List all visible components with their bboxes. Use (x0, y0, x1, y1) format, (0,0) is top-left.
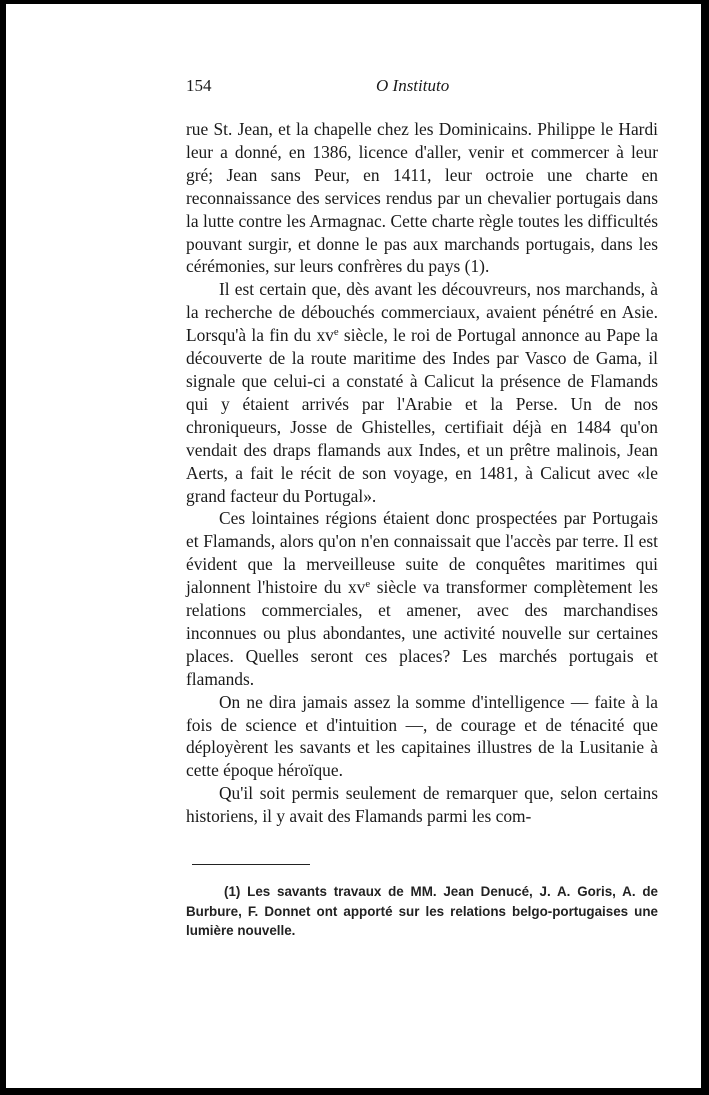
running-title: O Instituto (376, 76, 450, 95)
century-superscript: e (333, 326, 339, 339)
paragraph-4: On ne dira jamais assez la somme d'intelligence — faite à la fois de science et d'intuition —, de courage et de ténacité que déployèrent les savants et les capitaines illustres de la Lusitanie à cette époque héroïque. (186, 691, 658, 781)
footnote-marker: (1) (224, 884, 241, 899)
body-text (186, 118, 658, 828)
paragraph-5: Qu'il soit permis seulement de remarquer que, selon certains historiens, il y avait des Flamands parmi les com- (186, 783, 658, 827)
footnote-text: Les savants travaux de MM. Jean Denucé, J. A. Goris, A. de Burbure, F. Donnet ont apporté sur les relations belgo-portugaises une lumière nouvelle. (186, 884, 658, 938)
paragraph-2 (186, 278, 658, 507)
century-numeral: xv (347, 577, 366, 598)
paragraph-3-text-a: Ces lointaines régions étaient donc prospectées par Portugais et Flamands, alors qu'on n'en connaissait que l'accès par terre. Il est évident que la merveilleuse suite de conquêtes maritimes qui jalonnent l'histoire du (186, 508, 658, 598)
paragraph-1-text: rue St. Jean, et la chapelle chez les Dominicains. Philippe le Hardi leur a donné, en 1386, licence d'aller, venir et commercer à leur gré; Jean sans Peur, en 1411, leur octroie une charte en reconnaissance des services rendus par un chevalier portugais dans la lutte contre les Armagnac. Cette charte règle toutes les difficultés pouvant surgir, et donne le pas aux marchands portugais, dans les cérémonies, sur leurs confrères du pays (186, 119, 658, 277)
century-superscript: e (365, 578, 371, 591)
paragraph-3-text-b: siècle va transformer complètement les relations commerciales, et amener, avec des marchandises inconnues ou plus abondantes, une activité nouvelle sur certaines places. Quelles seront ces places? Les marchés portugais et flamands. (186, 577, 658, 689)
book-page (6, 4, 701, 1088)
page-header (186, 76, 666, 100)
paragraph-2-text-b: siècle, le roi de Portugal annonce au Pape la découverte de la route maritime des Indes par Vasco de Gama, il signale que celui-ci a constaté à Calicut la présence de Flamands qui y étaient arrivés par l'Arabie et la Perse. Un de nos chroniqueurs, Josse de Ghistelles, certifiait déjà en 1484 qu'on vendait des draps flamands aux Indes, et un prêtre malinois, Jean Aerts, a fait le récit de son voyage, en 1481, à Calicut avec «le grand facteur du Portugal». (186, 325, 658, 506)
footnote-1 (186, 882, 658, 941)
footnote-reference: (1) (464, 256, 485, 277)
century-numeral: xv (316, 325, 334, 346)
paragraph-2-text-a: Il est certain que, dès avant les découvreurs, nos marchands, à la recherche de débouchés commerciaux, avaient pénétré en Asie. Lorsqu'à la fin du (186, 279, 658, 346)
page-number: 154 (186, 76, 212, 95)
footnote-divider (192, 864, 310, 865)
footnotes (186, 882, 658, 941)
paragraph-3 (186, 507, 658, 690)
paragraph-1 (186, 118, 658, 278)
paragraph-1-end: . (484, 256, 490, 277)
